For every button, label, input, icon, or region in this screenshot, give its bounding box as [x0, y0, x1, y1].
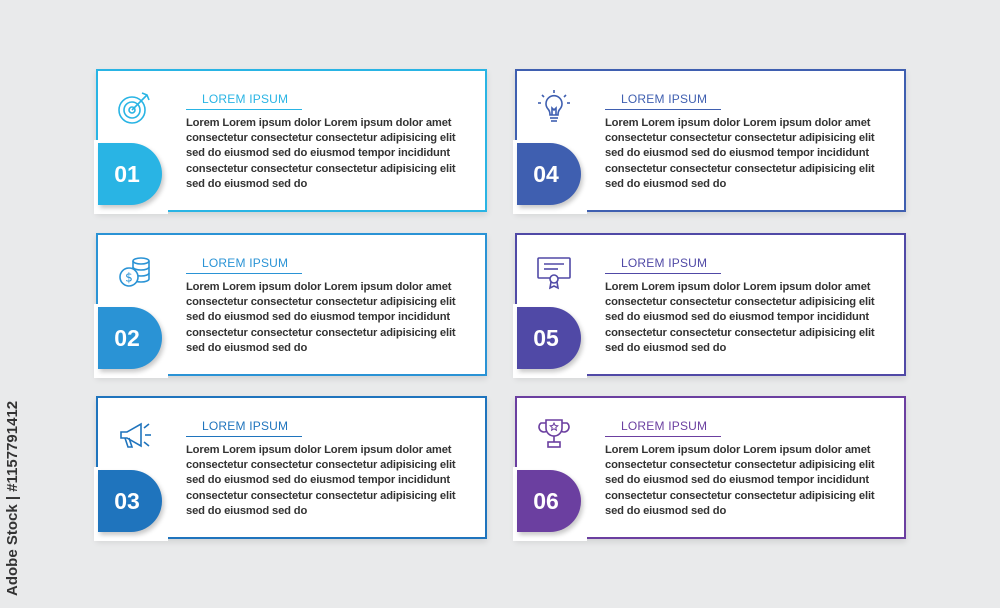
infographic-card-04 — [515, 69, 906, 212]
card-heading: LOREM IPSUM — [605, 256, 721, 274]
megaphone-icon — [115, 414, 155, 454]
coins-icon — [115, 251, 155, 291]
card-body-text: Lorem Lorem ipsum dolor Lorem ipsum dolor amet consectetur consectetur consectetur adipisicing elit sed do eiusmod sed do eiusmod tempor incididunt consectetur consectetur consectetur adipisicing elit sed do eiusmod sed do — [605, 281, 875, 354]
card-body-text: Lorem Lorem ipsum dolor Lorem ipsum dolor amet consectetur consectetur consectetur adipisicing elit sed do eiusmod sed do eiusmod tempor incididunt consectetur consectetur consectetur adipisicing elit sed do eiusmod sed do — [605, 117, 875, 190]
card-heading: LOREM IPSUM — [605, 419, 721, 437]
infographic-card-03 — [96, 396, 487, 539]
svg-text:$: $ — [125, 270, 133, 285]
card-body-text: Lorem Lorem ipsum dolor Lorem ipsum dolor amet consectetur consectetur consectetur adipisicing elit sed do eiusmod sed do eiusmod tempor incididunt consectetur consectetur consectetur adipisicing elit sed do eiusmod sed do — [186, 281, 456, 354]
lightbulb-icon — [534, 87, 574, 127]
step-number-badge: 01 — [98, 143, 162, 205]
step-number-badge: 03 — [98, 470, 162, 532]
step-number-badge: 02 — [98, 307, 162, 369]
step-number-badge: 04 — [517, 143, 581, 205]
card-heading: LOREM IPSUM — [605, 92, 721, 110]
card-body-text: Lorem Lorem ipsum dolor Lorem ipsum dolor amet consectetur consectetur consectetur adipisicing elit sed do eiusmod sed do eiusmod tempor incididunt consectetur consectetur consectetur adipisicing elit sed do eiusmod sed do — [186, 444, 456, 517]
infographic-card-02 — [96, 233, 487, 376]
infographic-card-01 — [96, 69, 487, 212]
infographic-card-05 — [515, 233, 906, 376]
step-number-badge: 06 — [517, 470, 581, 532]
card-heading: LOREM IPSUM — [186, 419, 302, 437]
card-body-text: Lorem Lorem ipsum dolor Lorem ipsum dolor amet consectetur consectetur consectetur adipisicing elit sed do eiusmod sed do eiusmod tempor incididunt consectetur consectetur consectetur adipisicing elit sed do eiusmod sed do — [186, 117, 456, 190]
certificate-icon — [534, 251, 574, 291]
infographic-card-06 — [515, 396, 906, 539]
card-heading: LOREM IPSUM — [186, 256, 302, 274]
card-heading: LOREM IPSUM — [186, 92, 302, 110]
card-body-text: Lorem Lorem ipsum dolor Lorem ipsum dolor amet consectetur consectetur consectetur adipisicing elit sed do eiusmod sed do eiusmod tempor incididunt consectetur consectetur consectetur adipisicing elit sed do eiusmod sed do — [605, 444, 875, 517]
stock-watermark-text: Adobe Stock | #1157791412 — [4, 400, 21, 596]
target-icon — [115, 87, 155, 127]
trophy-icon — [534, 414, 574, 454]
step-number-badge: 05 — [517, 307, 581, 369]
